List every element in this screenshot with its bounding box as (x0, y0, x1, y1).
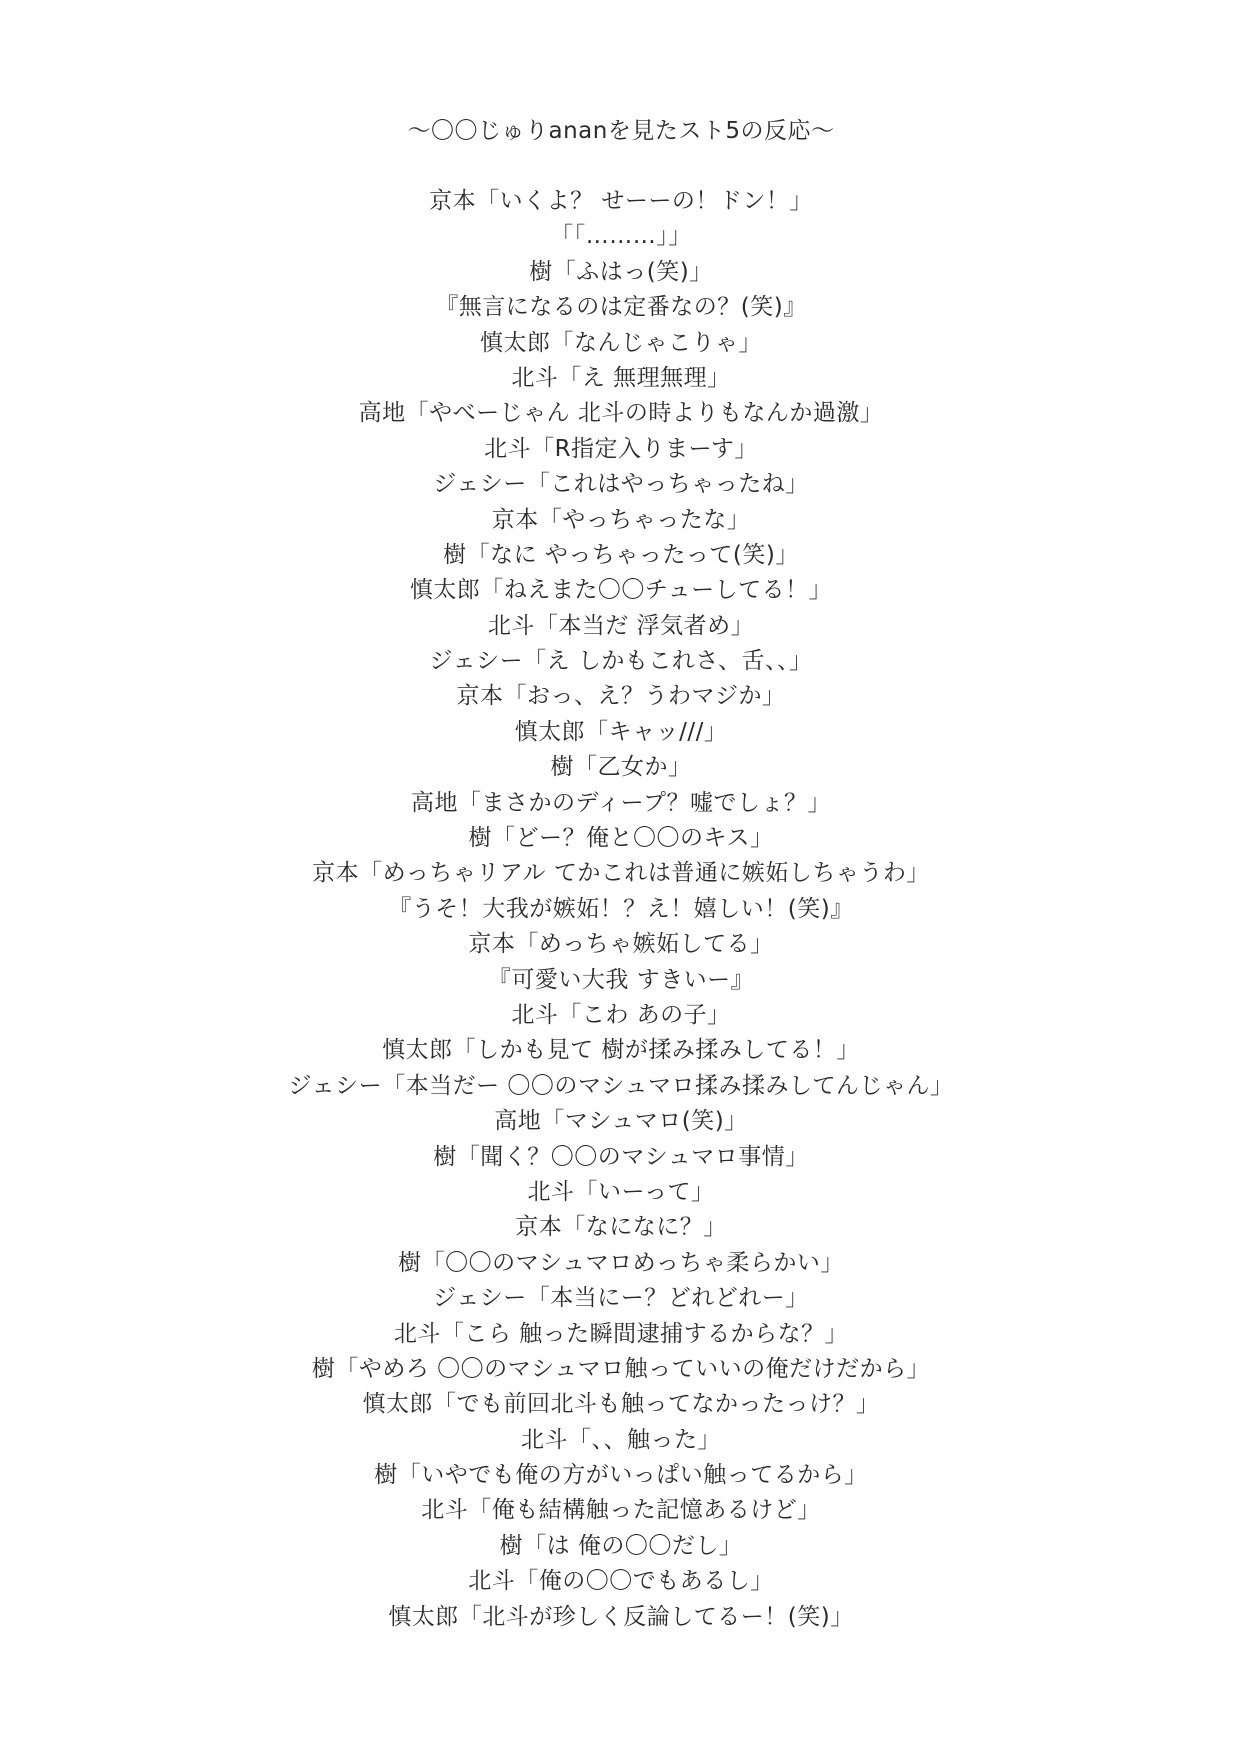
dialogue-line: 北斗「本当だ 浮気者め」 (487, 612, 755, 639)
dialogue-line: 高地「まさかのディープ？嘘でしょ？」 (410, 789, 831, 816)
dialogue-line: 北斗「こわ あの子」 (511, 1001, 731, 1028)
dialogue-line: 北斗「俺の〇〇でもあるし」 (468, 1568, 774, 1595)
dialogue-line: ジェシー「本当だー 〇〇のマシュマロ揉み揉みしてんじゃん」 (288, 1072, 954, 1099)
dialogue-line: 京本「なになに？」 (515, 1214, 727, 1241)
dialogue-line: 『無言になるのは定番なの？(笑)』 (435, 294, 807, 321)
dialogue-line: 樹「ふはっ(笑)」 (529, 258, 713, 285)
dialogue-line: 北斗「俺も結構触った記憶あるけど」 (421, 1497, 821, 1524)
dialogue-line: ジェシー「え しかもこれさ、舌、、」 (429, 648, 813, 675)
dialogue-line: 樹「乙女か」 (550, 754, 692, 781)
document-title: 〜〇〇じゅりananを見たスト5の反応〜 (407, 118, 835, 144)
dialogue-line: 慎太郎「キャッ///」 (514, 718, 728, 745)
dialogue-line: 京本「めっちゃ嫉妬してる」 (468, 931, 774, 958)
dialogue-line: 慎太郎「北斗が珍しく反論してるー！(笑)」 (388, 1603, 854, 1630)
dialogue-line: 京本「おっ、え？うわマジか」 (456, 683, 786, 710)
dialogue-line: 「「………」」 (550, 223, 692, 250)
dialogue-line: 『うそ！大我が嫉妬！？え！嬉しい！(笑)』 (388, 895, 854, 922)
dialogue-line: 北斗「いーって」 (527, 1178, 715, 1205)
dialogue-line: 北斗「え 無理無理」 (511, 364, 731, 391)
dialogue-line: 高地「マシュマロ(笑)」 (494, 1108, 748, 1135)
dialogue-line: ジェシー「これはやっちゃったね」 (433, 471, 809, 498)
dialogue-line: 北斗「こら 触った瞬間逮捕するからな？」 (393, 1320, 849, 1347)
dialogue-line: 慎太郎「なんじゃこりゃ」 (480, 329, 762, 356)
dialogue-line: 樹「どー？俺と〇〇のキス」 (468, 825, 774, 852)
dialogue-line: ジェシー「本当にー？どれどれー」 (433, 1285, 809, 1312)
dialogue-line: 慎太郎「でも前回北斗も触ってなかったっけ？」 (362, 1391, 880, 1418)
dialogue-line: 京本「やっちゃったな」 (491, 506, 751, 533)
dialogue-line: 北斗「R指定入りまーす」 (484, 435, 758, 462)
dialogue-line: 慎太郎「ねえまた〇〇チューしてる！」 (409, 577, 833, 604)
dialogue-line: 高地「やべーじゃん 北斗の時よりもなんか過激」 (358, 400, 884, 427)
dialogue-line: 京本「めっちゃリアル てかこれは普通に嫉妬しちゃうわ」 (312, 860, 930, 887)
dialogue-line: 京本「いくよ？ せーーの！ドン！」 (429, 188, 813, 214)
dialogue-line: 『可愛い大我 すきいー』 (487, 966, 755, 993)
dialogue-line: 樹「やめろ 〇〇のマシュマロ触っていいの俺だけだから」 (311, 1355, 931, 1382)
dialogue-line: 樹「聞く？〇〇のマシュマロ事情」 (433, 1143, 809, 1170)
dialogue-line: 樹「は 俺の〇〇だし」 (499, 1532, 743, 1559)
dialogue-line: 樹「なに やっちゃったって(笑)」 (443, 541, 799, 568)
dialogue-line: 慎太郎「しかも見て 樹が揉み揉みしてる！」 (382, 1037, 860, 1064)
dialogue-line: 樹「〇〇のマシュマロめっちゃ柔らかい」 (398, 1249, 844, 1276)
dialogue-list (0, 184, 1242, 1635)
dialogue-line: 樹「いやでも俺の方がいっぱい触ってるから」 (374, 1462, 868, 1489)
dialogue-line: 北斗「、、触った」 (521, 1426, 721, 1453)
